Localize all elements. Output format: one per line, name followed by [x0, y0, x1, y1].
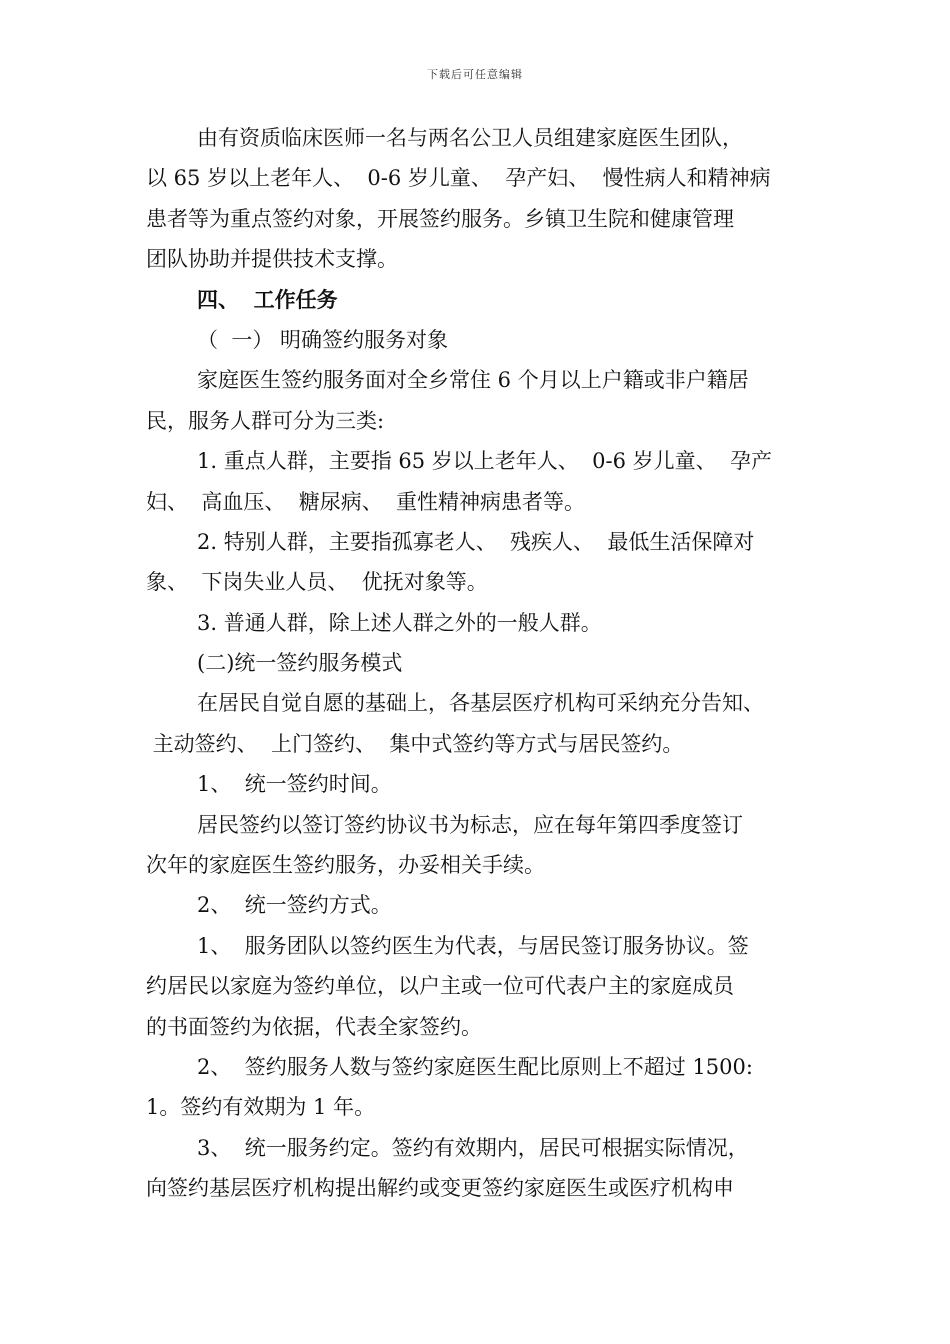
body-line: 次年的家庭医生签约服务，办妥相关手续。 [146, 853, 545, 878]
body-line: 向签约基层医疗机构提出解约或变更签约家庭医生或医疗机构申 [146, 1176, 734, 1201]
section-heading: 四、 工作任务 [197, 286, 338, 312]
list-item: 2. 特别人群，主要指孤寡老人、 残疾人、 最低生活保障对 [197, 529, 755, 554]
body-line: 约居民以家庭为签约单位，以户主或一位可代表户主的家庭成员 [146, 974, 734, 999]
body-line: 1。签约有效期为 1 年。 [146, 1095, 376, 1120]
list-item: 2、 签约服务人数与签约家庭医生配比原则上不超过 1500: [197, 1054, 753, 1079]
body-line: 家庭医生签约服务面对全乡常住 6 个月以上户籍或非户籍居 [197, 368, 749, 393]
body-line: 妇、 高血压、 糖尿病、 重性精神病患者等。 [146, 489, 586, 514]
body-line: 团队协助并提供技术支撑。 [146, 247, 398, 272]
document-body [146, 118, 818, 1209]
body-line: 主动签约、 上门签约、 集中式签约等方式与居民签约。 [146, 731, 684, 756]
body-line: 由有资质临床医师一名与两名公卫人员组建家庭医生团队， [197, 126, 743, 150]
body-line: 象、 下岗失业人员、 优抚对象等。 [146, 570, 488, 595]
body-line: 的书面签约为依据，代表全家签约。 [146, 1014, 482, 1039]
subsection-heading: (二)统一签约服务模式 [197, 651, 403, 676]
body-line: 以 65 岁以上老年人、 0-6 岁儿童、 孕产妇、 慢性病人和精神病 [146, 166, 771, 191]
list-item: 3. 普通人群，除上述人群之外的一般人群。 [197, 610, 602, 635]
list-item: 1、 统一签约时间。 [197, 772, 392, 797]
list-item: 1. 重点人群，主要指 65 岁以上老年人、 0-6 岁儿童、 孕产 [197, 449, 772, 474]
body-line: 在居民自觉自愿的基础上，各基层医疗机构可采纳充分告知、 [197, 691, 764, 716]
list-item: 3、 统一服务约定。签约有效期内，居民可根据实际情况， [197, 1135, 749, 1160]
subsection-heading: （ 一） 明确签约服务对象 [197, 327, 449, 352]
list-item: 1、 服务团队以签约医生为代表，与居民签订服务协议。签 [197, 933, 749, 958]
body-line: 居民签约以签订签约协议书为标志，应在每年第四季度签订 [197, 812, 743, 837]
list-item: 2、 统一签约方式。 [197, 893, 392, 918]
page-header-note: 下载后可任意编辑 [427, 68, 523, 81]
body-line: 民，服务人群可分为三类: [146, 408, 385, 433]
body-line: 患者等为重点签约对象，开展签约服务。乡镇卫生院和健康管理 [146, 206, 734, 231]
